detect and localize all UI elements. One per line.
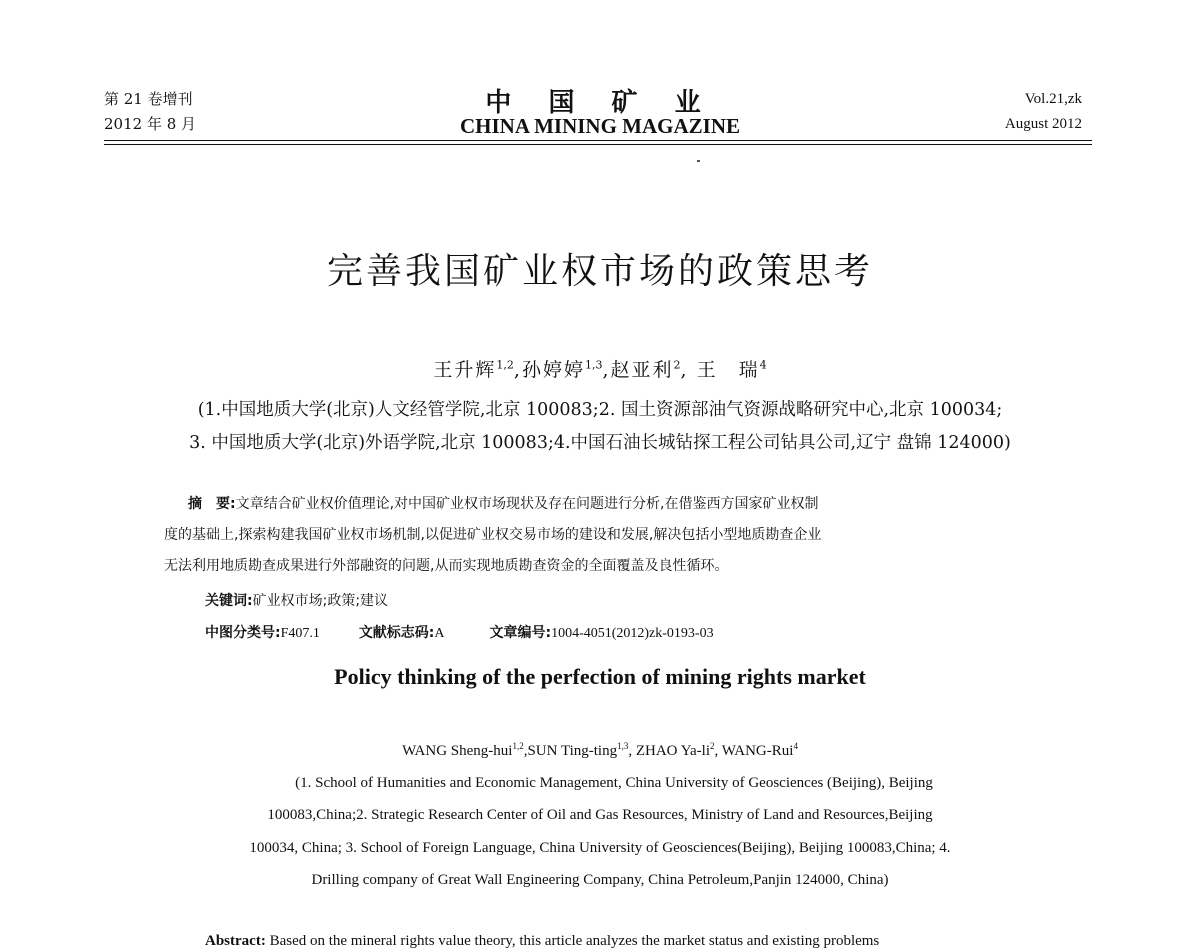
affiliation-cn-line1: (1.中国地质大学(北京)人文经管学院,北京 100083;2. 国土资源部油气资源战略研究中心,北京 100034; (197, 400, 1003, 420)
abstract-en-text: Based on the mineral rights value theory, this article analyzes the market status and existing problems (269, 933, 880, 949)
author-cn: 王升辉 (433, 359, 497, 381)
clc-label: 中图分类号: (205, 625, 281, 641)
affiliation-en-line3: 100034, China; 3. School of Foreign Language, China University of Geosciences(Beijing), Beijing 100083,China; 4. (249, 840, 951, 856)
abstract-cn-line3: 无法利用地质勘查成果进行外部融资的问题,从而实现地质勘查资金的全面覆盖及良性循环。 (164, 558, 729, 574)
author-sup: 2 (710, 741, 715, 751)
abstract-cn-line2: 度的基础上,探索构建我国矿业权市场机制,以促进矿业权交易市场的建设和发展,解决包括小型地质勘查企业 (164, 527, 822, 543)
author-en: SUN Ting-ting (527, 743, 618, 759)
doc-code-label: 文献标志码: (358, 625, 435, 641)
abstract-cn-line1 (188, 493, 819, 513)
author-sup: 4 (759, 358, 767, 372)
scan-mark (697, 160, 700, 162)
abstract-en-label: Abstract: (205, 933, 266, 949)
journal-title-cn: 中 国 矿 业 (485, 88, 715, 118)
author-sup: 1,3 (617, 741, 629, 751)
keywords-label: 关键词: (205, 593, 253, 609)
abstract-cn-text: 文章结合矿业权价值理论,对中国矿业权市场现状及存在问题进行分析,在借鉴西方国家矿业权制 (235, 496, 819, 512)
classification-line (205, 622, 714, 642)
volume-cn: 第 21 卷增刊 (104, 90, 193, 108)
affiliation-en-line4: Drilling company of Great Wall Engineering Company, China Petroleum,Panjin 124000, China) (311, 872, 889, 888)
author-cn: 孙婷婷 (521, 359, 585, 381)
abstract-cn-label: 摘 要: (188, 496, 236, 512)
author-sup: 1,3 (584, 358, 603, 372)
author-sup: 4 (793, 741, 798, 751)
abstract-en-line1 (205, 933, 879, 950)
author-sup: 2 (673, 358, 681, 372)
author-cn: 王 瑞 (696, 359, 760, 381)
article-no-value: 1004-4051(2012)zk-0193-03 (551, 626, 714, 641)
author-sup: 1,2 (512, 741, 524, 751)
clc-value: F407.1 (280, 626, 320, 641)
header-rule-thin (104, 144, 1092, 145)
header-rule-thick (104, 140, 1092, 141)
author-cn: 赵亚利 (610, 359, 674, 381)
affiliation-en-line1: (1. School of Humanities and Economic Management, China University of Geosciences (Beijing), Beijing (295, 775, 933, 791)
journal-title-en: CHINA MINING MAGAZINE (459, 114, 740, 138)
volume-en: Vol.21,zk (1024, 91, 1082, 107)
affiliation-en-line2: 100083,China;2. Strategic Research Center of Oil and Gas Resources, Ministry of Land and Resources,Beijing (267, 807, 933, 823)
author-en: WANG-Rui (721, 743, 794, 759)
keywords-value: 矿业权市场;政策;建议 (252, 593, 389, 609)
author-sup: 1,2 (496, 358, 514, 372)
author-en: ZHAO Ya-li (635, 743, 711, 759)
date-en: August 2012 (1004, 116, 1082, 132)
article-title-en: Policy thinking of the perfection of mining rights market (334, 664, 866, 689)
doc-code-value: A (434, 626, 445, 641)
article-no-label: 文章编号: (489, 625, 552, 641)
author-en: WANG Sheng-hui (402, 743, 513, 759)
keywords-cn (205, 590, 388, 610)
article-title-cn: 完善我国矿业权市场的政策思考 (326, 251, 873, 292)
authors-cn: 王升辉$^{1,2}$,孙婷婷$^{1,3}$,赵亚利$^2$, 王 瑞$^4$ (433, 358, 767, 381)
authors-en: WANG Sheng-hui$^{1,2}$,SUN Ting-ting$^{1,3}$, ZHAO $Ya-li^2$, WANG-Rui$^4$ (402, 741, 798, 759)
date-cn: 2012 年 8 月 (104, 115, 197, 133)
affiliation-cn-line2: 3. 中国地质大学(北京)外语学院,北京 100083;4.中国石油长城钻探工程公司钻具公司,辽宁 盘锦 124000) (189, 433, 1011, 453)
